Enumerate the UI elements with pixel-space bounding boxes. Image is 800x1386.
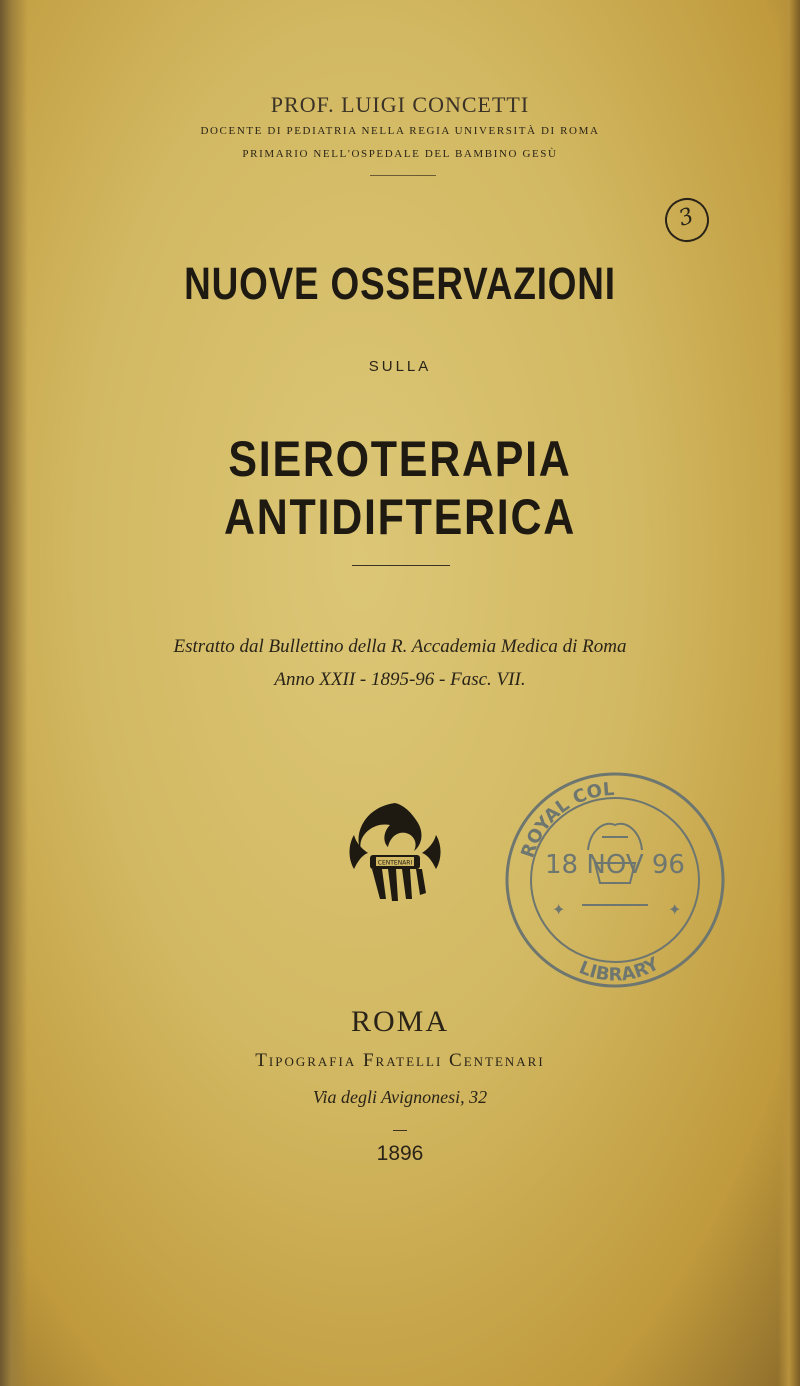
divider-short [370, 175, 436, 176]
handwritten-shelfmark: 3 [659, 192, 714, 247]
imprint-city: ROMA [350, 1005, 449, 1038]
affiliation-line-2: PRIMARIO NELL'OSPEDALE DEL BAMBINO GESÙ [242, 148, 558, 160]
stamp-top-text: ROYAL COL [517, 778, 616, 861]
stamp-bottom-text: LIBRARY [575, 953, 663, 986]
divider-tiny [393, 1130, 407, 1131]
imprint-address: Via degli Avignonesi, 32 [312, 1087, 488, 1107]
extract-note-line-2: Anno XXII - 1895-96 - Fasc. VII. [274, 669, 526, 690]
stamp-star-right-icon: ✦ [668, 900, 682, 919]
page-edge-right [778, 0, 800, 1386]
printer-emblem-icon [340, 795, 450, 905]
title-line-2: SIEROTERAPIA ANTIDIFTERICA [223, 431, 577, 545]
svg-text:ROYAL COL [517, 779, 615, 861]
affiliation-line-1: DOCENTE DI PEDIATRIA NELLA REGIA UNIVERSITÀ DI ROMA [200, 125, 600, 137]
title-line-1: NUOVE OSSERVAZIONI [184, 258, 616, 309]
author-name: PROF. LUIGI CONCETTI [270, 92, 530, 117]
page-edge-left [0, 0, 28, 1386]
imprint-printer: Tipografia Fratelli Centenari [255, 1050, 545, 1071]
imprint-year: 1896 [376, 1142, 424, 1165]
extract-note-line-1: Estratto dal Bullettino della R. Accademia Medica di Roma [173, 636, 627, 657]
divider-mid [352, 565, 450, 566]
svg-text:CENTENARI: CENTENARI [377, 859, 413, 867]
stamp-star-left-icon: ✦ [552, 900, 566, 919]
stamp-date: 18 NOV 96 [545, 850, 685, 880]
title-connector: SULLA [368, 358, 432, 375]
library-stamp [490, 755, 735, 1000]
author-line [0, 92, 800, 118]
